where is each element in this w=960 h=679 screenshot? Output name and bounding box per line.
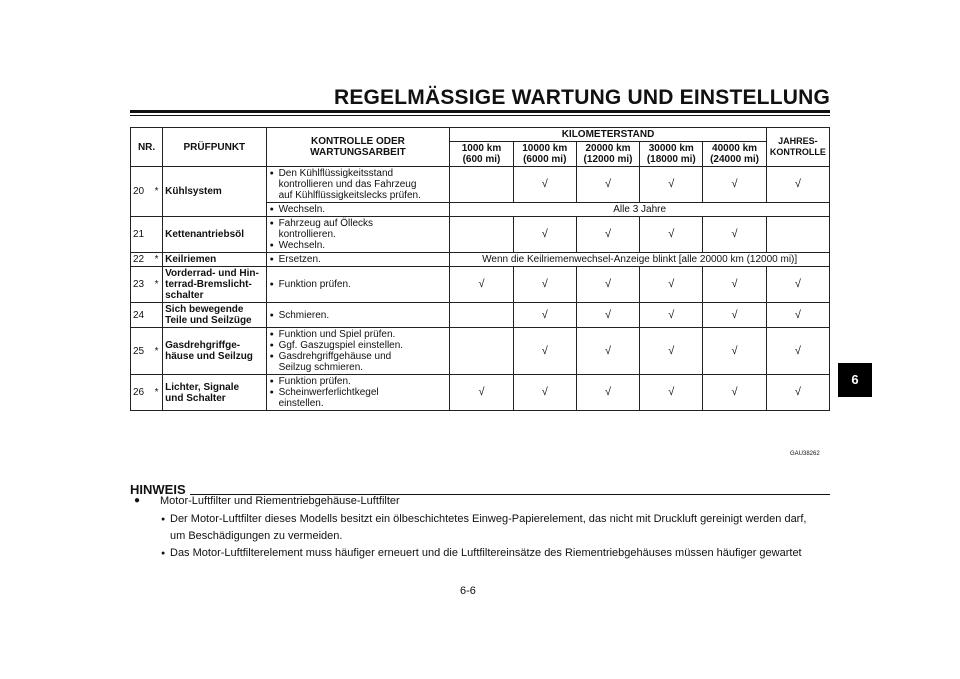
table-row: 24 Sich bewegende Teile und Seilzüge ● Schmieren. √ √ √ √ √ — [131, 303, 830, 328]
maintenance-table — [130, 127, 830, 411]
table-row: 20 * Kühlsystem ● Den Kühlflüssigkeitsstand kontrollieren und das Fahrzeug auf Kühlflüssigkeitslecks prüfen. √ √ √ √ √ — [131, 167, 830, 203]
note-sub-2: ● Das Motor-Luftfilterelement muss häufiger erneuert und die Luftfiltereinsätze des Riementriebgehäuses müssen häufiger gewartet — [170, 545, 830, 562]
table-row: 25 * Gasdrehgriffge- häuse und Seilzug ● Funktion und Spiel prüfen. ● Ggf. Gaszugspiel einstellen. ● Gasdrehgriffgehäuse und Seilzug schmieren. √ √ √ √ √ — [131, 328, 830, 375]
table-row: 26 * Lichter, Signale und Schalter ● Funktion prüfen. ● Scheinwerferlichtkegel einstellen. √ √ √ √ √ √ — [131, 375, 830, 411]
table-row: 22 * Keilriemen ● Ersetzen. Wenn die Keilriemenwechsel-Anzeige blinkt [alle 20000 km (12000 mi)] — [131, 253, 830, 267]
page-number: 6-6 — [460, 585, 476, 597]
doc-code: GAU38262 — [790, 451, 820, 457]
header-yearly: JAHRES- KONTROLLE — [766, 128, 829, 167]
title-rule-thin — [130, 115, 830, 116]
table-row: 21 Kettenantriebsöl ● Fahrzeug auf Öllecks kontrollieren. ● Wechseln. √ √ √ √ — [131, 217, 830, 253]
bullet-icon: ● — [134, 495, 141, 506]
title-rule-thick — [130, 110, 830, 113]
header-km-4: 30000 km (18000 mi) — [640, 142, 703, 167]
table-row: ● Wechseln. Alle 3 Jahre — [131, 203, 830, 217]
header-km-1: 1000 km (600 mi) — [450, 142, 513, 167]
table-header-row-1 — [131, 128, 830, 142]
header-km-2: 10000 km (6000 mi) — [513, 142, 576, 167]
bullet-icon: ● — [161, 550, 166, 557]
chapter-tab[interactable]: 6 — [838, 363, 872, 397]
header-km-3: 20000 km (12000 mi) — [576, 142, 639, 167]
header-item: PRÜFPUNKT — [163, 128, 266, 167]
note-title: HINWEIS — [130, 482, 186, 497]
header-km-5: 40000 km (24000 mi) — [703, 142, 766, 167]
header-action: KONTROLLE ODER WARTUNGSARBEIT — [266, 128, 450, 167]
page-title: REGELMÄSSIGE WARTUNG UND EINSTELLUNG — [333, 86, 830, 109]
table-row: 23 * Vorderrad- und Hin- terrad-Bremslicht- schalter ● Funktion prüfen. √ √ √ √ √ √ — [131, 267, 830, 303]
header-km: KILOMETERSTAND — [450, 128, 766, 142]
bullet-icon: ● — [161, 516, 166, 523]
note-sub-1: ● Der Motor-Luftfilter dieses Modells besitzt ein ölbeschichtetes Einweg-Papierelement, das nicht mit Druckluft gereinigt werden darf, um Beschädigungen zu vermeiden. — [161, 513, 807, 542]
header-nr: NR. — [131, 128, 163, 167]
